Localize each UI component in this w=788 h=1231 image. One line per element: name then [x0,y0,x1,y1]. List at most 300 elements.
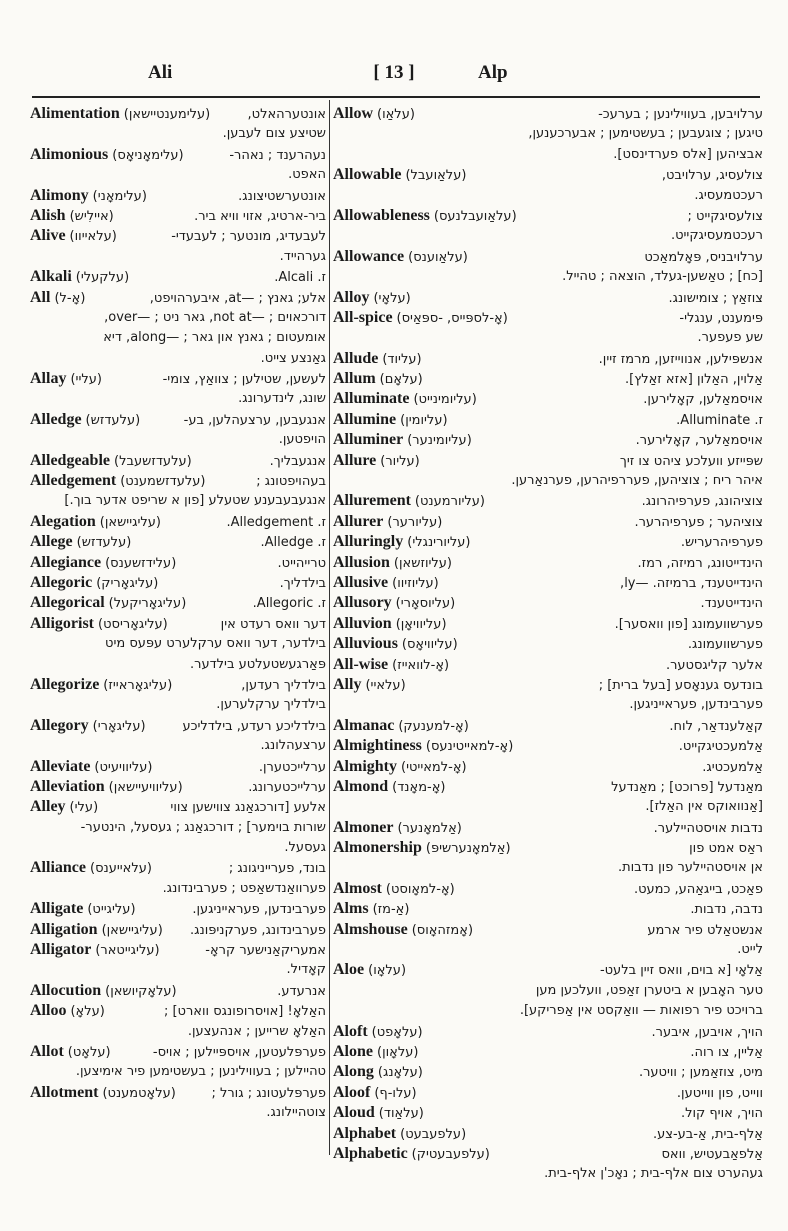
entry-pronunciation: (עלידזשענס) [105,555,177,571]
entry-first-line [30,593,326,613]
dictionary-entry [30,532,326,552]
entry-definition: פערפּלעטונג ; גורל ; [211,1085,326,1101]
entry-pronunciation: (איילִיש) [69,208,114,224]
dictionary-entry [30,145,326,186]
dictionary-entry [333,430,763,450]
entry-first-line [333,553,763,573]
dictionary-entry [333,675,763,716]
entry-pronunciation: (עלאָ) [70,1004,105,1020]
dictionary-entry [333,757,763,777]
dictionary-entry [333,879,763,899]
entry-pronunciation: (עלאַועבלנעס) [433,208,517,224]
entry-continuation: האַלאָ שרייען ; אנהעצען. [187,1023,326,1039]
dictionary-entry [333,247,763,288]
entry-pronunciation: (עליי) [70,372,102,388]
entry-continuation: איהר ריח ; צוציהען, פעררפיהרען, פערנאַרען. [511,473,763,489]
entry-pronunciation: (עלאָפט) [371,1024,423,1040]
entry-headword: Almightiness [333,737,422,755]
entry-definition: בונד, פערייניגונג ; [228,861,326,877]
entry-headword: Almonership [333,839,422,857]
entry-first-line [30,797,326,817]
entry-headword: Allowable [333,166,402,184]
entry-headword: Alloo [30,1002,67,1020]
entry-continuation: שורות בוימער] ; דורכגאַנג ; געסעל, הינטער- [80,819,326,835]
dictionary-entry [30,757,326,777]
entry-first-line [30,532,326,552]
entry-pronunciation: (עליורער) [387,514,443,530]
dictionary-entry [30,267,326,287]
entry-definition: אלער קליגסטער. [665,657,763,673]
entry-headword: Alish [30,206,66,224]
entry-definition: אונטערשטיצונג. [238,188,326,204]
entry-pronunciation: (עליורמענט) [414,494,485,510]
entry-definition: הינדייטונג, רמיזה, רמז. [637,555,763,571]
entry-pronunciation: (עליגייטאר) [95,943,160,959]
entry-headword: Allot [30,1042,64,1060]
entry-continuation: גאַנצע צייט. [260,350,326,366]
entry-headword: Allude [333,349,379,367]
entry-first-line [333,736,763,756]
dictionary-entry [333,1103,763,1123]
entry-first-line [333,491,763,511]
running-head-right: Alp [478,62,508,83]
entry-first-line [30,899,326,919]
entry-pronunciation: (עליוסאָרי) [395,596,456,612]
entry-definition: מאַנדעל [פרוכט] ; מאַנדעל [611,779,763,795]
entry-continuation: אן אויסטהיילער פון נדבות. [617,860,763,876]
entry-continuation: פּאַרגעשטעלטע בילדער. [189,656,326,672]
entry-definition: אונטערהאלט, [247,107,326,122]
entry-first-line [30,104,326,124]
dictionary-entry [30,186,326,206]
entry-headword: Alimony [30,186,89,204]
entry-headword: Aloft [333,1022,368,1040]
entry-continuation: אנגעבעבענע שטעלע [פון א שריפט אדער בוך.] [64,493,326,509]
entry-headword: Alkali [30,268,72,286]
entry-first-line [30,369,326,389]
dictionary-entry [30,614,326,675]
entry-headword: Allocution [30,981,102,999]
entry-first-line [333,573,763,593]
entry-pronunciation: (עלאָקיושאן) [105,983,177,999]
entry-headword: Alliance [30,859,86,877]
entry-first-line [333,1042,763,1062]
entry-first-line [30,226,326,246]
entry-first-line [333,879,763,899]
dictionary-entry [333,1124,763,1144]
dictionary-entry [30,104,326,145]
dictionary-entry [30,553,326,573]
dictionary-entry [30,981,326,1001]
entry-first-line [333,655,763,675]
entry-definition: שפּייזע וועלכע ציהט צו זיך [619,453,763,469]
entry-headword: Aloe [333,961,365,979]
entry-headword: Along [333,1063,374,1081]
entry-first-line [333,1083,763,1103]
entry-pronunciation: (עליוויעיישאן) [108,779,183,795]
entry-pronunciation: (אָ-ל) [54,290,86,306]
entry-first-line [333,349,763,369]
entry-headword: Allusory [333,594,392,612]
dictionary-entry [333,1042,763,1062]
entry-continuation: רעכטמעסיג. [694,187,763,203]
dictionary-entry [333,960,763,1021]
entry-pronunciation: (עליורינגלי) [407,535,471,551]
dictionary-entry [333,634,763,654]
entry-pronunciation: (אָ-לספּייס, -ספּאַיס) [396,310,508,326]
entry-headword: Alms [333,900,369,918]
entry-definition: פערשוועמונג [פון וואסער]. [614,616,763,632]
dictionary-entry [333,206,763,247]
entry-pronunciation: (אָ-למענעק) [398,718,469,734]
entry-first-line [333,389,763,409]
dictionary-entry [30,675,326,716]
entry-pronunciation: (עליומין) [400,412,448,428]
entry-definition: צוזאַץ ; צומישונג. [668,290,763,306]
entry-pronunciation: (עלאיי) [365,677,406,693]
entry-pronunciation: (עלאַוענס) [408,249,468,265]
entry-definition: בונדעס גענאָסע [בעל ברית] ; [598,677,763,693]
entry-headword: Alligorist [30,614,94,632]
entry-headword: Allure [333,451,377,469]
dictionary-entry [333,165,763,206]
entry-first-line [333,430,763,450]
entry-definition: אויסמאַלען, קאָלירען. [643,392,763,408]
entry-pronunciation: (עליוויעיט) [94,759,153,775]
entry-definition: ביר-ארטיג, אזוי וויא ביר. [194,208,326,224]
entry-pronunciation: (עליוזשאן) [393,555,452,571]
entry-continuation: טער האָבען א ביטערן זאַפט, וועלכען מען [535,982,763,998]
entry-headword: Alledgeable [30,451,110,469]
entry-first-line [30,716,326,736]
entry-definition: ערלייכטערן. [258,759,326,775]
entry-pronunciation: (עלפעבעט) [400,1126,467,1142]
dictionary-entry [30,1042,326,1083]
dictionary-entry [30,369,326,410]
dictionary-entry [333,614,763,634]
entry-first-line [333,899,763,919]
dictionary-entry [30,1083,326,1124]
dictionary-entry [30,512,326,532]
entry-first-line [30,512,326,532]
entry-first-line [333,593,763,613]
entry-continuation: הויפטען. [278,432,326,448]
entry-first-line [333,614,763,634]
entry-first-line [30,920,326,940]
entry-first-line [333,634,763,654]
entry-pronunciation: (עליור) [380,453,420,469]
entry-headword: Allow [333,105,373,122]
right-column [333,104,763,1185]
entry-headword: Alledgement [30,472,117,490]
entry-continuation: טיגען ; צוגעבען ; בעשטימען ; אבערכענען, [528,126,763,142]
dictionary-entry [30,858,326,899]
entry-first-line [333,777,763,797]
entry-definition: הינדייטענד. [700,596,763,612]
entry-first-line [333,410,763,430]
dictionary-entry [30,226,326,267]
entry-first-line [333,1022,763,1042]
entry-pronunciation: (עליגיישאן) [99,514,161,530]
entry-continuation: אומעטום ; גאנץ און גאר ; —along, דיא [103,330,326,346]
entry-headword: Allusive [333,573,389,591]
entry-continuation: פערוואַנדשאַפט ; פערבינדונג. [162,880,326,896]
dictionary-entry [333,349,763,369]
entry-definition: ערלויבען, בעווילינען ; בערעכ- [598,107,763,122]
entry-pronunciation: (עליגאָריסט) [98,616,168,632]
entry-continuation: טהיילען ; בעווילינען ; בעשטימען פיר אימיצען. [75,1064,326,1080]
entry-headword: Allay [30,370,67,388]
dictionary-entry [333,716,763,736]
dictionary-entry [30,206,326,226]
entry-pronunciation: (עליוויאָן) [395,616,447,632]
page-number: [ 13 ] [373,62,415,83]
entry-continuation: גערהייד. [279,248,326,264]
entry-headword: Alegation [30,512,96,530]
entry-pronunciation: (עלאָט) [67,1044,111,1060]
entry-headword: Alone [333,1042,373,1060]
dictionary-entry [333,1083,763,1103]
entry-headword: Alimonious [30,145,109,163]
entry-continuation: שע פעפער. [697,330,763,346]
entry-first-line [333,532,763,552]
entry-pronunciation: (עלאָנג) [377,1065,423,1081]
entry-headword: Alleviate [30,757,91,775]
entry-headword: Alimentation [30,105,120,122]
entry-definition: אנשפּילען, אנווייזען, מרמז זיין. [598,351,763,367]
entry-definition: אמעריקאַנישער קראָ- [205,943,326,959]
entry-pronunciation: (עלפעבעטיק) [411,1146,490,1162]
entry-continuation: פערבינדען, פעראייניגען. [629,697,763,713]
dictionary-entry [333,410,763,430]
dictionary-entry [30,940,326,981]
dictionary-entry [30,451,326,471]
entry-pronunciation: (עלאַו) [377,107,415,122]
entry-definition: מיט, צוזאַמען ; וויטער. [638,1065,763,1081]
entry-continuation: ערצעהלונג. [260,738,326,754]
entry-definition: ז. Alcali. [274,270,326,286]
entry-first-line [333,757,763,777]
entry-pronunciation: (עליומינער) [407,433,472,449]
entry-headword: All [30,288,51,306]
entry-definition: ערלויבניס, פּאָלמאַכט [644,249,763,265]
entry-definition: בילדליכע רעדע, בילדליכע [182,718,326,734]
entry-headword: Alphabetic [333,1144,408,1162]
entry-continuation: האפט. [288,167,326,183]
dictionary-entry [333,491,763,511]
entry-headword: Alluringly [333,533,404,551]
entry-definition: אַלוין, האַלון [אזא זאַלץ]. [624,372,763,388]
entry-definition: פאַכט, בייגאַהע, כמעט. [633,881,763,897]
column-divider [329,100,330,1155]
entry-first-line [333,1144,763,1164]
entry-headword: Alledge [30,410,82,428]
entry-headword: Allegorical [30,594,105,612]
entry-pronunciation: (עלעדזשמענט) [120,474,206,490]
dictionary-entry [333,104,763,165]
entry-definition: בילדליך. [279,575,326,591]
entry-definition: קאַלענדאַר, לוח. [669,718,763,734]
entry-first-line [333,818,763,838]
entry-definition: פערפּלעטען, אויספּיילען ; אויס- [152,1044,326,1060]
entry-headword: Almanac [333,716,395,734]
entry-headword: Aloud [333,1104,375,1122]
entry-headword: Alligator [30,941,92,959]
entry-definition: נדבה, נדבות. [690,902,763,918]
dictionary-entry [30,1001,326,1042]
entry-headword: Allowance [333,247,405,265]
entry-pronunciation: (עלו-ף) [374,1085,417,1101]
dictionary-entry [333,1062,763,1082]
dictionary-entry [333,593,763,613]
entry-headword: Allum [333,370,376,388]
entry-headword: Alive [30,227,66,245]
entry-first-line [333,675,763,695]
entry-pronunciation: (עליגאָראייז) [103,677,173,693]
entry-definition: פערבינדונג, פערקניפּונג. [190,922,326,938]
dictionary-entry [333,512,763,532]
entry-continuation: בילדליך ערקלערען. [216,697,326,713]
entry-pronunciation: (עלאַועבל) [405,168,467,184]
dictionary-entry [333,818,763,838]
entry-pronunciation: (אָמזהאָוס) [411,922,474,938]
entry-definition: נעהרענד ; נאהר- [229,147,326,163]
entry-pronunciation: (עליגייט) [87,902,136,918]
entry-headword: Alley [30,798,66,816]
entry-definition: צולעסיגקייט ; [687,208,763,224]
entry-definition: הינדייטענד, ברמיזה. —ly, [620,575,763,591]
entry-definition: אנרעדע. [277,983,326,999]
entry-headword: Allegoric [30,573,93,591]
entry-headword: All-wise [333,655,389,673]
entry-pronunciation: (עליומינייט) [413,392,477,408]
entry-first-line [333,1124,763,1144]
entry-definition: ז. Allegoric. [252,596,326,612]
entry-headword: Aloof [333,1083,371,1101]
entry-first-line [30,186,326,206]
entry-pronunciation: (אָ-לוואייז) [392,657,450,673]
entry-headword: Alluminer [333,431,404,449]
entry-definition: דער וואס רעדט אין [220,616,326,632]
entry-headword: Alphabet [333,1124,397,1142]
left-column [30,104,326,1124]
entry-first-line [30,451,326,471]
entry-definition: הויך, אויבען, איבער. [651,1024,763,1040]
entry-first-line [30,288,326,308]
entry-continuation: [כח] ; טאַשען-געלד, הוצאה ; טהייל. [562,269,763,285]
entry-continuation: רעכטמעסיגקייט. [670,228,763,244]
entry-pronunciation: (אָ-מאָנד) [392,779,446,795]
entry-pronunciation: (עליוזיוו) [392,575,439,591]
entry-first-line [333,369,763,389]
entry-headword: Alloy [333,288,370,306]
entry-headword: Almond [333,777,389,795]
entry-definition: ז. Alledgement. [226,514,326,530]
entry-pronunciation: (עלאייענס) [90,861,152,877]
entry-pronunciation: (עלעדזשעבל) [114,453,192,469]
entry-headword: Allowableness [333,206,430,224]
entry-definition: לעבעדיג, מונטער ; לעבעדי- [171,229,326,245]
entry-headword: Allurer [333,512,384,530]
entry-definition: הויך, אויף קול. [680,1106,763,1122]
entry-pronunciation: (עליגאָריק) [96,575,159,591]
entry-first-line [30,940,326,960]
dictionary-entry [30,593,326,613]
entry-first-line [333,920,763,940]
entry-definition: בילדליך רעדען, [241,677,326,693]
dictionary-entry [333,838,763,879]
dictionary-entry [333,1144,763,1185]
entry-headword: Allumine [333,410,397,428]
dictionary-entry [333,920,763,961]
dictionary-entry [30,471,326,512]
dictionary-entry [30,797,326,858]
dictionary-entry [333,532,763,552]
entry-pronunciation: (עלקעלי) [75,270,130,286]
entry-headword: Almost [333,879,382,897]
dictionary-entry [30,716,326,757]
entry-headword: Alluvion [333,614,392,632]
entry-definition: נדבות אויסטהיילער. [653,820,763,836]
entry-continuation: שונג, לינדערונג. [238,391,326,407]
entry-definition: ז. Alluminate. [676,412,763,428]
dictionary-entry [333,308,763,349]
entry-pronunciation: (עלאָון) [377,1044,419,1060]
dictionary-entry [30,410,326,451]
entry-first-line [333,206,763,226]
entry-first-line [30,1042,326,1062]
entry-definition: אלע; גאנץ ; —at, איבערהויפט, [149,290,326,306]
entry-continuation: געהערט צום אלף-בית ; נאָכ'ן אלף-בית. [544,1166,763,1182]
entry-pronunciation: (עלי) [69,800,99,816]
dictionary-entry [333,573,763,593]
entry-first-line [333,512,763,532]
dictionary-entry [333,1022,763,1042]
entry-continuation: געסעל. [284,840,326,856]
entry-pronunciation: (עלימאָני) [92,188,147,204]
dictionary-entry [333,369,763,389]
entry-first-line [333,165,763,185]
entry-pronunciation: (עליוד) [382,351,422,367]
header-rule [32,96,760,98]
entry-headword: Allurement [333,492,411,510]
entry-continuation: צוטהיילונג. [266,1105,326,1121]
entry-continuation: [אַנוואוקס אין האַלז]. [645,799,763,815]
entry-pronunciation: (אָ-למאָוסט) [385,881,455,897]
entry-pronunciation: (עלימאָניאָס) [112,147,184,163]
entry-pronunciation: (עלעדזש) [76,535,132,551]
entry-headword: Ally [333,675,362,693]
dictionary-entry [333,899,763,919]
entry-definition: צוציהער ; פערפיהרער. [634,514,763,530]
entry-definition: פּימענט, ענגלי- [679,310,763,326]
entry-definition: אויסמאַלער, קאָלירער. [635,433,763,449]
entry-headword: Alluvious [333,635,398,653]
entry-definition: אנגעבען, ערצעהלען, בע- [183,412,326,428]
entry-first-line [30,757,326,777]
entry-first-line [333,1103,763,1123]
entry-continuation: ברויכט פיר רפואות — וואַקסט אין אַפריקע]. [519,1003,763,1019]
entry-definition: אַלמעכטיג. [702,759,763,775]
entry-definition: צולעסיג, ערלויבט, [661,168,763,184]
dictionary-entry [333,389,763,409]
entry-pronunciation: (עליגאָריקעל) [108,596,187,612]
entry-first-line [30,410,326,430]
entry-first-line [333,308,763,328]
entry-first-line [30,858,326,878]
entry-headword: Alligate [30,900,84,918]
dictionary-entry [333,288,763,308]
